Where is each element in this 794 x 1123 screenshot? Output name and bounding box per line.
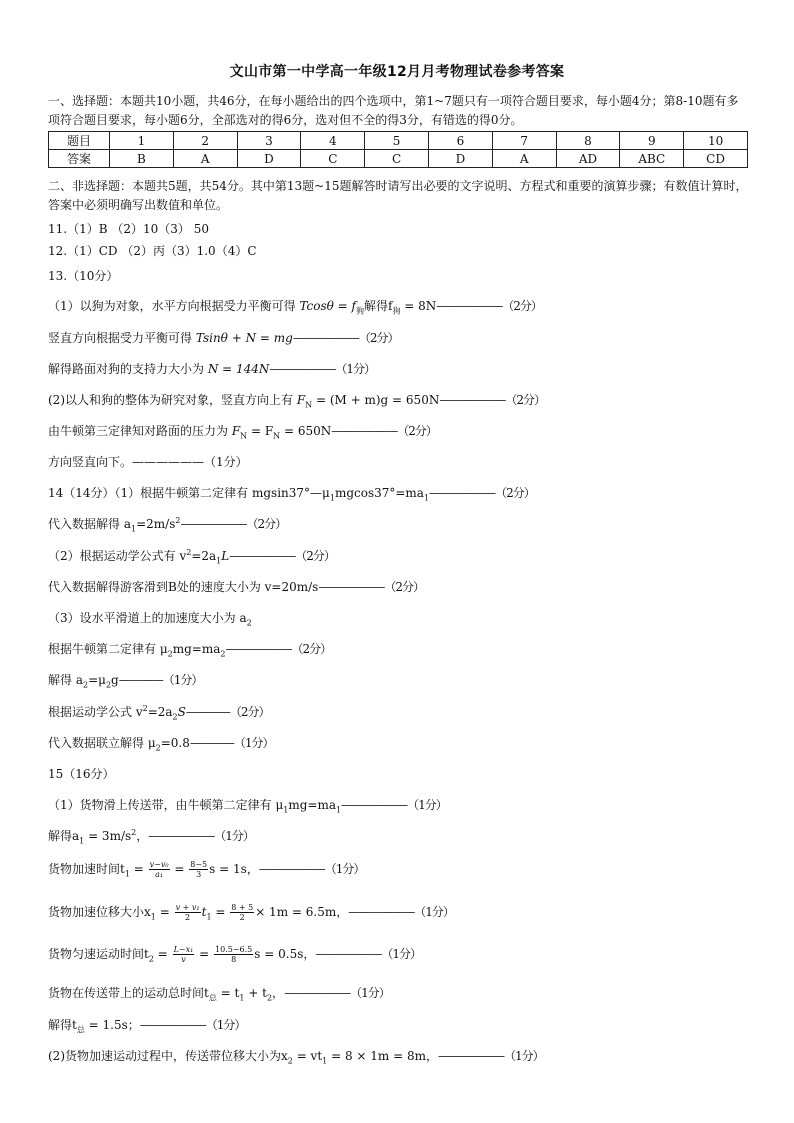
answer-cell: D (428, 150, 492, 168)
q14-line-1: 14（14分）（1）根据牛顿第二定律有 $mgsin37^\circ—\mu_1mgcos37^\circ=ma_1——————(2$分） (48, 486, 535, 503)
fraction: $\frac{8-5}{3}$ (190, 860, 208, 879)
section1-intro: 一、选择题：本题共10小题，共46分，在每小题给出的四个选项中，第1~7题只有一项符合题目要求，每小题4分；第8-10题有多项符合题目要求，每小题6分，全部选对的得6分，选对但不全的得3分，有错选的得0分。 (48, 94, 739, 127)
q15-line-4: 货物加速位移大小$x_1$ = $\frac{\text{v + v₁}}{2}$ $t_1$ = $\frac{8 + 5}{2}$ × 1m = 6.5m，——————（1分） (48, 903, 454, 922)
q13-line-4: (2)以人和狗的整体为研究对象，竖直方向上有 $F_N = (M + m)g$ = 650N——————（2分） (48, 393, 545, 410)
answer-cell: B (110, 150, 174, 168)
answer-cell: A (173, 150, 237, 168)
question-number: 10 (684, 132, 748, 150)
answer-cell: C (301, 150, 365, 168)
answer-cell: A (492, 150, 556, 168)
q15-heading: 15（16分） (48, 767, 115, 781)
question-number: 9 (620, 132, 684, 150)
question-number: 6 (428, 132, 492, 150)
q14-line-9: 代入数据联立解得 $\mu_2=0.8————(1$分） (48, 736, 274, 753)
q15-line-6: 货物在传送带上的运动总时间$t_总 = t_1 + t_2$，——————（1分） (48, 986, 390, 1003)
q13-line-5: 由牛顿第三定律知对路面的压力为 $F_N = F_N$ = 650N——————（2分） (48, 424, 437, 441)
q13-line-3: 解得路面对狗的支持力大小为 N = 144N——————（1分） (48, 362, 376, 376)
q11-answer: 11.（1）B （2）10（3） 50 (48, 222, 209, 236)
table-header-cell: 题目 (49, 132, 110, 150)
q14-line-6: 根据牛顿第二定律有 $\mu_2mg=ma_2——————(2$分） (48, 642, 332, 659)
question-number: 8 (556, 132, 620, 150)
q13-line-6: 方向竖直向下。——————（1分） (48, 455, 248, 469)
q14-line-7: 解得 $a_2=\mu_2g————(1$分） (48, 673, 203, 690)
table-row (49, 132, 748, 150)
question-number: 2 (173, 132, 237, 150)
table-header-cell: 答案 (49, 150, 110, 168)
q15-line-8: (2)货物加速运动过程中，传送带位移大小为$x_2 = vt_1 = 8 \times 1m = 8m$，——————（1分） (48, 1049, 544, 1066)
question-number: 5 (365, 132, 429, 150)
q15-line-5: 货物匀速运动时间$t_2$ = $\frac{\text{L−x₁}}{v}$ = $\frac{10.5-6.5}{8}$ s = 0.5s，——————（1分） (48, 945, 422, 964)
q14-line-8: 根据运动学公式 $v^2=2a_2S————(2$分） (48, 704, 270, 722)
q15-line-7: 解得$t_总 = 1.5s$；——————（1分） (48, 1018, 246, 1035)
question-number: 1 (110, 132, 174, 150)
q13-line-2: 竖直方向根据受力平衡可得 Tsinθ + N = mg——————（2分） (48, 331, 399, 345)
answer-cell: C (365, 150, 429, 168)
q13-heading: 13.（10分） (48, 269, 119, 283)
q15-line-2: 解得$a_1 = 3m/s^2$，——————（1分） (48, 828, 254, 846)
fraction: $\frac{10.5-6.5}{8}$ (215, 945, 253, 964)
q14-line-3: （2）根据运动学公式有 $v^2=2a_1L——————(2$分） (48, 548, 335, 566)
section2-intro: 二、非选择题：本题共5题，共54分。其中第13题~15题解答时请写出必要的文字说明、方程式和重要的演算步骤；有数值计算时，答案中必须明确写出数值和单位。 (48, 179, 748, 212)
fraction: $\frac{\text{v + v₁}}{2}$ (175, 903, 200, 922)
q14-line-2: 代入数据解得 $a_1=2m/s^2——————(2$分） (48, 516, 287, 534)
q14-line-5: （3）设水平滑道上的加速度大小为 $a_2$ (48, 611, 252, 628)
q15-line-1: （1）货物滑上传送带，由牛顿第二定律有 $\mu_1mg=ma_1——————(1$分） (48, 798, 447, 815)
fraction: $\frac{8 + 5}{2}$ (231, 903, 254, 922)
page-title: 文山市第一中学高一年级12月月考物理试卷参考答案 (229, 64, 565, 80)
fraction: $\frac{\text{L−x₁}}{v}$ (173, 945, 194, 964)
q12-answer: 12.（1）CD （2）丙（3）1.0（4）C (48, 244, 257, 258)
answer-cell: AD (556, 150, 620, 168)
answer-table (48, 131, 748, 168)
q14-line-4: 代入数据解得游客滑到B处的速度大小为 v=20m/s——————（2分） (48, 580, 424, 594)
answer-cell: ABC (620, 150, 684, 168)
q13-line-1: （1）以狗为对象，水平方向根据受力平衡可得 $Tcos\theta = f_狗$解得$f_狗$ = 8N——————（2分） (48, 299, 542, 316)
q15-line-3: 货物加速时间$t_1$ = $\frac{\text{v−v₀}}{\text{a₁}}$ = $\frac{8-5}{3}$ s = 1s，——————（1分） (48, 860, 365, 879)
answer-cell: CD (684, 150, 748, 168)
question-number: 7 (492, 132, 556, 150)
fraction: $\frac{\text{v−v₀}}{\text{a₁}}$ (149, 860, 169, 879)
table-row (49, 150, 748, 168)
question-number: 4 (301, 132, 365, 150)
answer-cell: D (237, 150, 301, 168)
question-number: 3 (237, 132, 301, 150)
